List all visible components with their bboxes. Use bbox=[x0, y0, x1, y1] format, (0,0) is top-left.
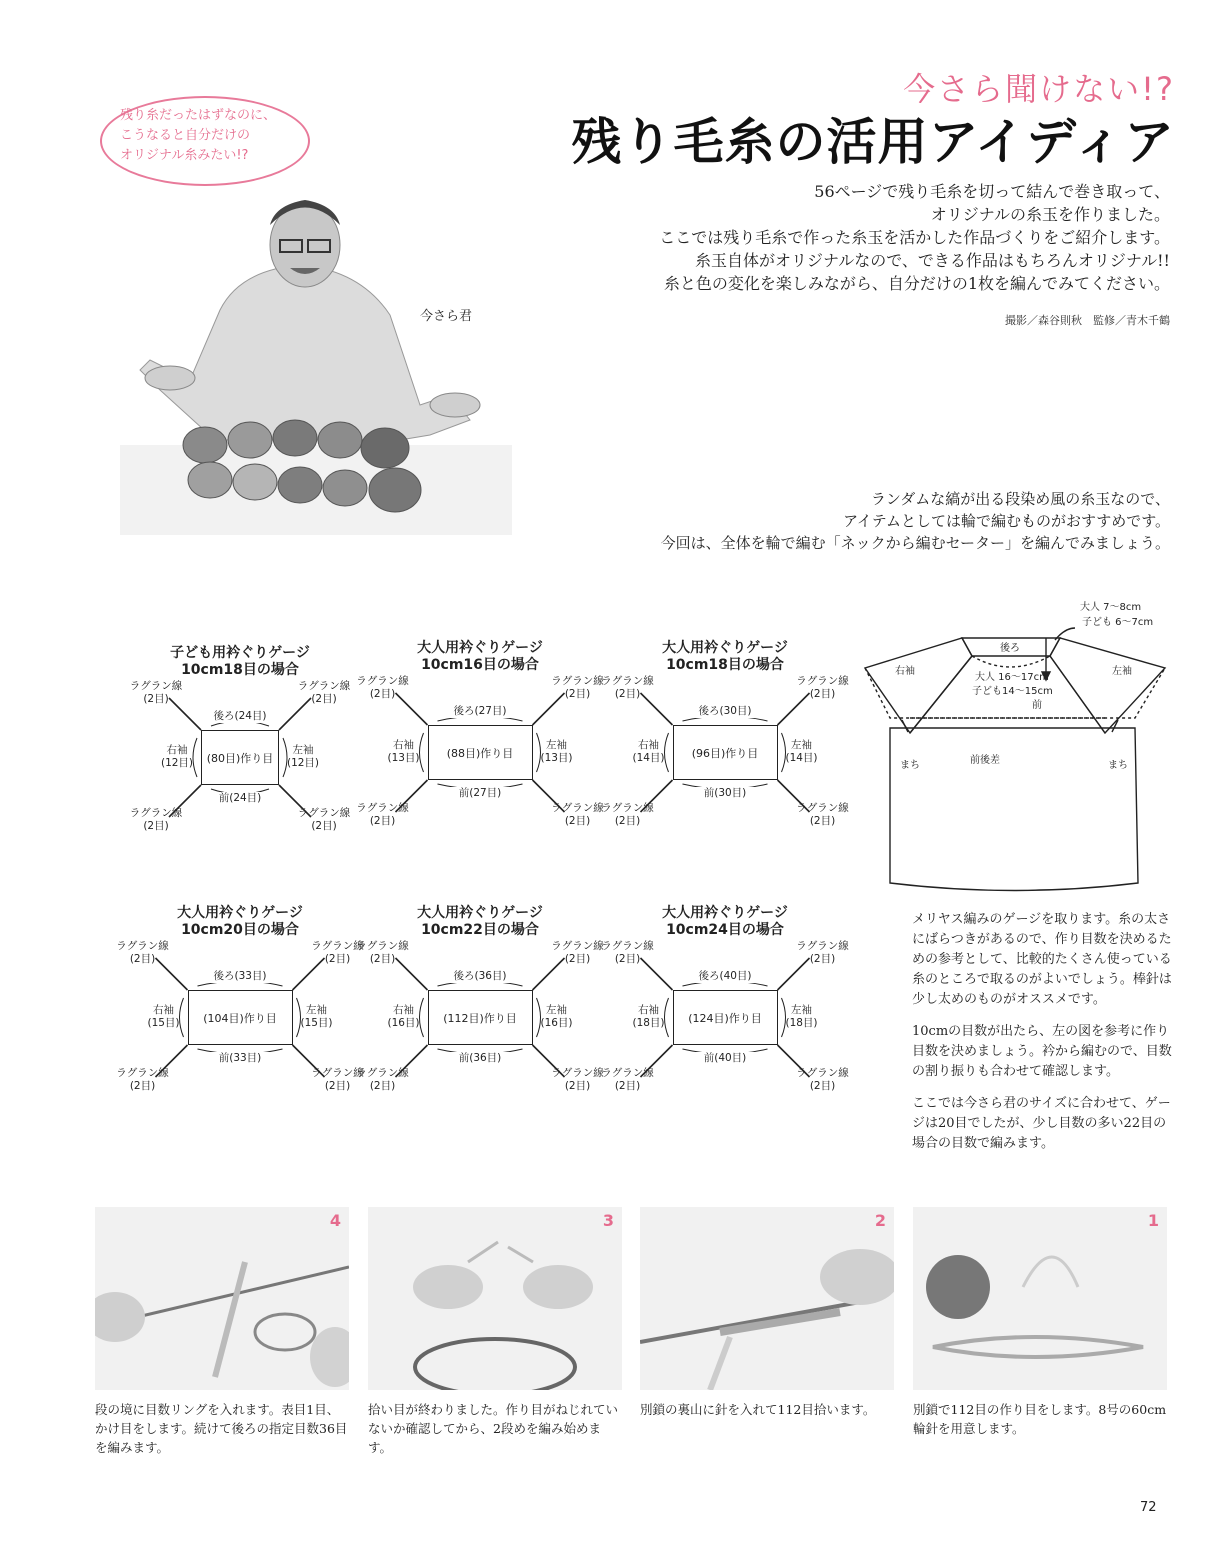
gauge-title: 大人用衿ぐりゲージ bbox=[177, 905, 303, 921]
raglan-stitches: (2目) bbox=[614, 953, 641, 965]
lead-line: ランダムな縞が出る段染め風の糸玉なので、 bbox=[870, 490, 1170, 508]
raglan-label bbox=[348, 1067, 418, 1093]
gusset-left-label: まち bbox=[900, 760, 920, 771]
intro-line: 糸玉自体がオリジナルなので、できる作品はもちろんオリジナル!! bbox=[695, 251, 1170, 270]
right-sleeve-count bbox=[384, 739, 424, 765]
gauge-subtitle: 10cm16目の場合 bbox=[421, 657, 539, 673]
left-sleeve-stitches: (15目) bbox=[300, 1017, 333, 1029]
raglan-text: ラグラン線 bbox=[551, 1067, 604, 1079]
lead-text bbox=[600, 488, 1170, 554]
left-sleeve-label: 左袖 bbox=[791, 1004, 812, 1016]
gauge-subtitle: 10cm24目の場合 bbox=[666, 922, 784, 938]
left-sleeve-count bbox=[782, 739, 822, 765]
right-sleeve-stitches: (18目) bbox=[632, 1017, 665, 1029]
side-paragraph: 10cmの目数が出たら、左の図を参考に作り目数を決めましょう。衿から編むので、目数の割り振りも合わせて確認します。 bbox=[912, 1024, 1172, 1079]
raglan-text: ラグラン線 bbox=[116, 940, 169, 952]
front-count: 前(33目) bbox=[200, 1052, 280, 1065]
bubble-text bbox=[120, 106, 310, 166]
raglan-label bbox=[593, 675, 663, 701]
front-count: 前(24目) bbox=[200, 792, 280, 805]
right-sleeve-label: 右袖 bbox=[638, 739, 659, 751]
raglan-stitches: (2目) bbox=[809, 688, 836, 700]
raglan-stitches: (2目) bbox=[614, 688, 641, 700]
lead-line: 今回は、全体を輪で編む「ネックから編むセーター」を編んでみましょう。 bbox=[660, 534, 1170, 552]
left-sleeve-label: 左袖 bbox=[1112, 666, 1132, 677]
raglan-text: ラグラン線 bbox=[311, 1067, 364, 1079]
step-photo-1 bbox=[913, 1207, 1167, 1390]
raglan-label bbox=[121, 680, 191, 706]
right-sleeve-label: 右袖 bbox=[153, 1004, 174, 1016]
raglan-stitches: (2目) bbox=[564, 815, 591, 827]
bubble-line: こうなると自分だけの bbox=[120, 128, 251, 143]
cast-on-box bbox=[673, 990, 778, 1045]
raglan-text: ラグラン線 bbox=[551, 940, 604, 952]
raglan-stitches: (2目) bbox=[614, 1080, 641, 1092]
raglan-text: ラグラン線 bbox=[116, 1067, 169, 1079]
cast-on-label: (88目)作り目 bbox=[446, 746, 514, 760]
side-text bbox=[912, 910, 1172, 1166]
gauge-subtitle: 10cm18目の場合 bbox=[181, 662, 299, 678]
intro-line: オリジナルの糸玉を作りました。 bbox=[930, 205, 1170, 224]
sweater-schematic bbox=[850, 598, 1180, 893]
right-sleeve-stitches: (13目) bbox=[387, 752, 420, 764]
raglan-stitches: (2目) bbox=[564, 688, 591, 700]
cast-on-label: (112目)作り目 bbox=[443, 1011, 517, 1025]
adult-neck-label: 大人 7〜8cm bbox=[1080, 602, 1142, 613]
intro-line: 56ページで残り毛糸を切って結んで巻き取って、 bbox=[814, 182, 1170, 201]
step-number: 3 bbox=[602, 1211, 614, 1230]
right-sleeve-stitches: (16目) bbox=[387, 1017, 420, 1029]
raglan-label bbox=[593, 802, 663, 828]
gauge-diagram bbox=[601, 640, 849, 840]
raglan-label bbox=[593, 940, 663, 966]
back-count: 後ろ(36目) bbox=[440, 970, 520, 983]
cast-on-label: (80目)作り目 bbox=[206, 751, 274, 765]
gauge-diagram bbox=[125, 645, 355, 845]
intro-text bbox=[560, 180, 1170, 295]
right-sleeve-label: 右袖 bbox=[895, 666, 915, 677]
raglan-stitches: (2目) bbox=[369, 953, 396, 965]
back-label: 後ろ bbox=[1000, 643, 1020, 654]
left-sleeve-label: 左袖 bbox=[292, 744, 314, 756]
right-sleeve-count bbox=[629, 1004, 669, 1030]
bubble-line: オリジナル糸みたい!? bbox=[120, 148, 249, 163]
left-sleeve-stitches: (12目) bbox=[286, 757, 320, 769]
raglan-stitches: (2目) bbox=[369, 688, 396, 700]
raglan-text: ラグラン線 bbox=[297, 807, 351, 819]
raglan-stitches: (2目) bbox=[311, 693, 337, 705]
man-with-yarn-photo bbox=[120, 190, 512, 535]
gauge-title: 大人用衿ぐりゲージ bbox=[417, 640, 543, 656]
right-sleeve-stitches: (12目) bbox=[160, 757, 194, 769]
raglan-label bbox=[108, 940, 178, 966]
raglan-stitches: (2目) bbox=[614, 815, 641, 827]
right-sleeve-label: 右袖 bbox=[393, 739, 414, 751]
credits: 撮影／森谷則秋 監修／青木千鶴 bbox=[1005, 314, 1170, 327]
raglan-stitches: (2目) bbox=[369, 1080, 396, 1092]
raglan-text: ラグラン線 bbox=[551, 802, 604, 814]
step-number: 4 bbox=[329, 1211, 341, 1230]
back-count: 後ろ(24目) bbox=[200, 710, 280, 723]
step-number: 1 bbox=[1147, 1211, 1159, 1230]
right-sleeve-count bbox=[157, 744, 197, 770]
step-caption-3: 拾い目が終わりました。作り目がねじれていないか確認してから、2段めを編み始めます。 bbox=[368, 1402, 619, 1455]
side-paragraph: ここでは今さら君のサイズに合わせて、ゲージは20目でしたが、少し目数の多い22目の場合の目数で編みます。 bbox=[912, 1096, 1171, 1151]
cast-on-box bbox=[673, 725, 778, 780]
gauge-subtitle: 10cm20目の場合 bbox=[181, 922, 299, 938]
raglan-text: ラグラン線 bbox=[129, 807, 183, 819]
photo-label: 今さら君 bbox=[420, 309, 473, 324]
raglan-label bbox=[108, 1067, 178, 1093]
raglan-text: ラグラン線 bbox=[796, 940, 849, 952]
right-sleeve-count bbox=[144, 1004, 184, 1030]
right-sleeve-count bbox=[384, 1004, 424, 1030]
back-count: 後ろ(33目) bbox=[200, 970, 280, 983]
left-sleeve-count bbox=[537, 739, 577, 765]
adult-depth-label: 大人 16〜17cm bbox=[975, 672, 1049, 683]
raglan-stitches: (2目) bbox=[129, 953, 156, 965]
raglan-text: ラグラン線 bbox=[356, 802, 409, 814]
raglan-stitches: (2目) bbox=[369, 815, 396, 827]
cast-on-box bbox=[188, 990, 293, 1045]
cast-on-box bbox=[428, 990, 533, 1045]
left-sleeve-count bbox=[782, 1004, 822, 1030]
back-count: 後ろ(27目) bbox=[440, 705, 520, 718]
gauge-diagram bbox=[116, 905, 364, 1105]
raglan-text: ラグラン線 bbox=[311, 940, 364, 952]
cast-on-label: (104目)作り目 bbox=[203, 1011, 277, 1025]
gauge-title: 大人用衿ぐりゲージ bbox=[662, 640, 788, 656]
raglan-stitches: (2目) bbox=[564, 1080, 591, 1092]
front-back-diff-label: 前後差 bbox=[970, 755, 1000, 766]
intro-line: ここでは残り毛糸で作った糸玉を活かした作品づくりをご紹介します。 bbox=[659, 228, 1170, 247]
cast-on-box bbox=[428, 725, 533, 780]
right-sleeve-label: 右袖 bbox=[393, 1004, 414, 1016]
step-photo-3 bbox=[368, 1207, 622, 1390]
left-sleeve-label: 左袖 bbox=[546, 1004, 567, 1016]
right-sleeve-label: 右袖 bbox=[166, 744, 188, 756]
gauge-title: 子ども用衿ぐりゲージ bbox=[170, 645, 310, 661]
raglan-stitches: (2目) bbox=[129, 1080, 156, 1092]
front-count: 前(30目) bbox=[685, 787, 765, 800]
front-count: 前(40目) bbox=[685, 1052, 765, 1065]
lead-line: アイテムとしては輪で編むものがおすすめです。 bbox=[843, 512, 1170, 530]
left-sleeve-stitches: (16目) bbox=[540, 1017, 573, 1029]
raglan-label bbox=[788, 802, 858, 828]
raglan-text: ラグラン線 bbox=[796, 675, 849, 687]
gauge-title: 大人用衿ぐりゲージ bbox=[417, 905, 543, 921]
raglan-stitches: (2目) bbox=[324, 1080, 351, 1092]
raglan-text: ラグラン線 bbox=[129, 680, 183, 692]
kicker-title: 今さら聞けない!? bbox=[903, 70, 1175, 108]
raglan-text: ラグラン線 bbox=[356, 675, 409, 687]
bubble-line: 残り糸だったはずなのに、 bbox=[120, 108, 277, 123]
raglan-text: ラグラン線 bbox=[356, 1067, 409, 1079]
gauge-subtitle: 10cm22目の場合 bbox=[421, 922, 539, 938]
raglan-stitches: (2目) bbox=[564, 953, 591, 965]
cast-on-box bbox=[201, 730, 279, 785]
right-sleeve-stitches: (15目) bbox=[147, 1017, 180, 1029]
raglan-label bbox=[788, 675, 858, 701]
gauge-title: 大人用衿ぐりゲージ bbox=[662, 905, 788, 921]
raglan-text: ラグラン線 bbox=[796, 802, 849, 814]
raglan-stitches: (2目) bbox=[143, 693, 169, 705]
front-label: 前 bbox=[1032, 700, 1042, 711]
left-sleeve-stitches: (18目) bbox=[785, 1017, 818, 1029]
child-neck-label: 子ども 6〜7cm bbox=[1082, 617, 1154, 628]
gauge-diagram bbox=[356, 640, 604, 840]
back-count: 後ろ(40目) bbox=[685, 970, 765, 983]
step-caption-1: 別鎖で112目の作り目をします。8号の60cm輪針を用意します。 bbox=[913, 1402, 1167, 1436]
left-sleeve-count bbox=[297, 1004, 337, 1030]
front-count: 前(36目) bbox=[440, 1052, 520, 1065]
raglan-label bbox=[788, 1067, 858, 1093]
cast-on-label: (96目)作り目 bbox=[691, 746, 759, 760]
raglan-text: ラグラン線 bbox=[601, 802, 654, 814]
gauge-diagram bbox=[601, 905, 849, 1105]
raglan-stitches: (2目) bbox=[143, 820, 169, 832]
intro-line: 糸と色の変化を楽しみながら、自分だけの1枚を編んでみてください。 bbox=[663, 274, 1170, 293]
step-photo-2 bbox=[640, 1207, 894, 1390]
front-count: 前(27目) bbox=[440, 787, 520, 800]
raglan-text: ラグラン線 bbox=[601, 940, 654, 952]
raglan-stitches: (2目) bbox=[809, 953, 836, 965]
page-title: 残り毛糸の活用アイディア bbox=[571, 112, 1175, 171]
right-sleeve-label: 右袖 bbox=[638, 1004, 659, 1016]
side-paragraph: メリヤス編みのゲージを取ります。糸の太さにばらつきがあるので、作り目数を決めるための参考として、比較的たくさん使っている糸のところで取るのがよいでしょう。棒針は少し太めのものがオススメです。 bbox=[912, 912, 1172, 1007]
raglan-label bbox=[348, 940, 418, 966]
raglan-label bbox=[348, 675, 418, 701]
right-sleeve-stitches: (14目) bbox=[632, 752, 665, 764]
gauge-diagram bbox=[356, 905, 604, 1105]
left-sleeve-count bbox=[537, 1004, 577, 1030]
left-sleeve-label: 左袖 bbox=[546, 739, 567, 751]
raglan-stitches: (2目) bbox=[809, 1080, 836, 1092]
raglan-label bbox=[121, 807, 191, 833]
raglan-stitches: (2目) bbox=[311, 820, 337, 832]
raglan-label bbox=[593, 1067, 663, 1093]
raglan-text: ラグラン線 bbox=[356, 940, 409, 952]
raglan-text: ラグラン線 bbox=[601, 1067, 654, 1079]
page-number: 72 bbox=[1140, 1500, 1157, 1515]
raglan-text: ラグラン線 bbox=[601, 675, 654, 687]
step-caption-2: 別鎖の裏山に針を入れて112目拾います。 bbox=[640, 1402, 876, 1417]
left-sleeve-stitches: (13目) bbox=[540, 752, 573, 764]
left-sleeve-stitches: (14目) bbox=[785, 752, 818, 764]
step-caption-4: 段の境に目数リングを入れます。表目1目、かけ目をします。続けて後ろの指定目数36目を編みます。 bbox=[95, 1402, 348, 1455]
child-depth-label: 子ども14〜15cm bbox=[972, 686, 1053, 697]
step-photo-4 bbox=[95, 1207, 349, 1390]
gusset-right-label: まち bbox=[1108, 760, 1128, 771]
raglan-label bbox=[788, 940, 858, 966]
gauge-subtitle: 10cm18目の場合 bbox=[666, 657, 784, 673]
raglan-text: ラグラン線 bbox=[796, 1067, 849, 1079]
raglan-text: ラグラン線 bbox=[297, 680, 351, 692]
left-sleeve-label: 左袖 bbox=[791, 739, 812, 751]
left-sleeve-count bbox=[283, 744, 323, 770]
raglan-stitches: (2目) bbox=[809, 815, 836, 827]
cast-on-label: (124目)作り目 bbox=[688, 1011, 762, 1025]
raglan-label bbox=[348, 802, 418, 828]
left-sleeve-label: 左袖 bbox=[306, 1004, 327, 1016]
step-number: 2 bbox=[874, 1211, 886, 1230]
right-sleeve-count bbox=[629, 739, 669, 765]
raglan-stitches: (2目) bbox=[324, 953, 351, 965]
raglan-text: ラグラン線 bbox=[551, 675, 604, 687]
back-count: 後ろ(30目) bbox=[685, 705, 765, 718]
